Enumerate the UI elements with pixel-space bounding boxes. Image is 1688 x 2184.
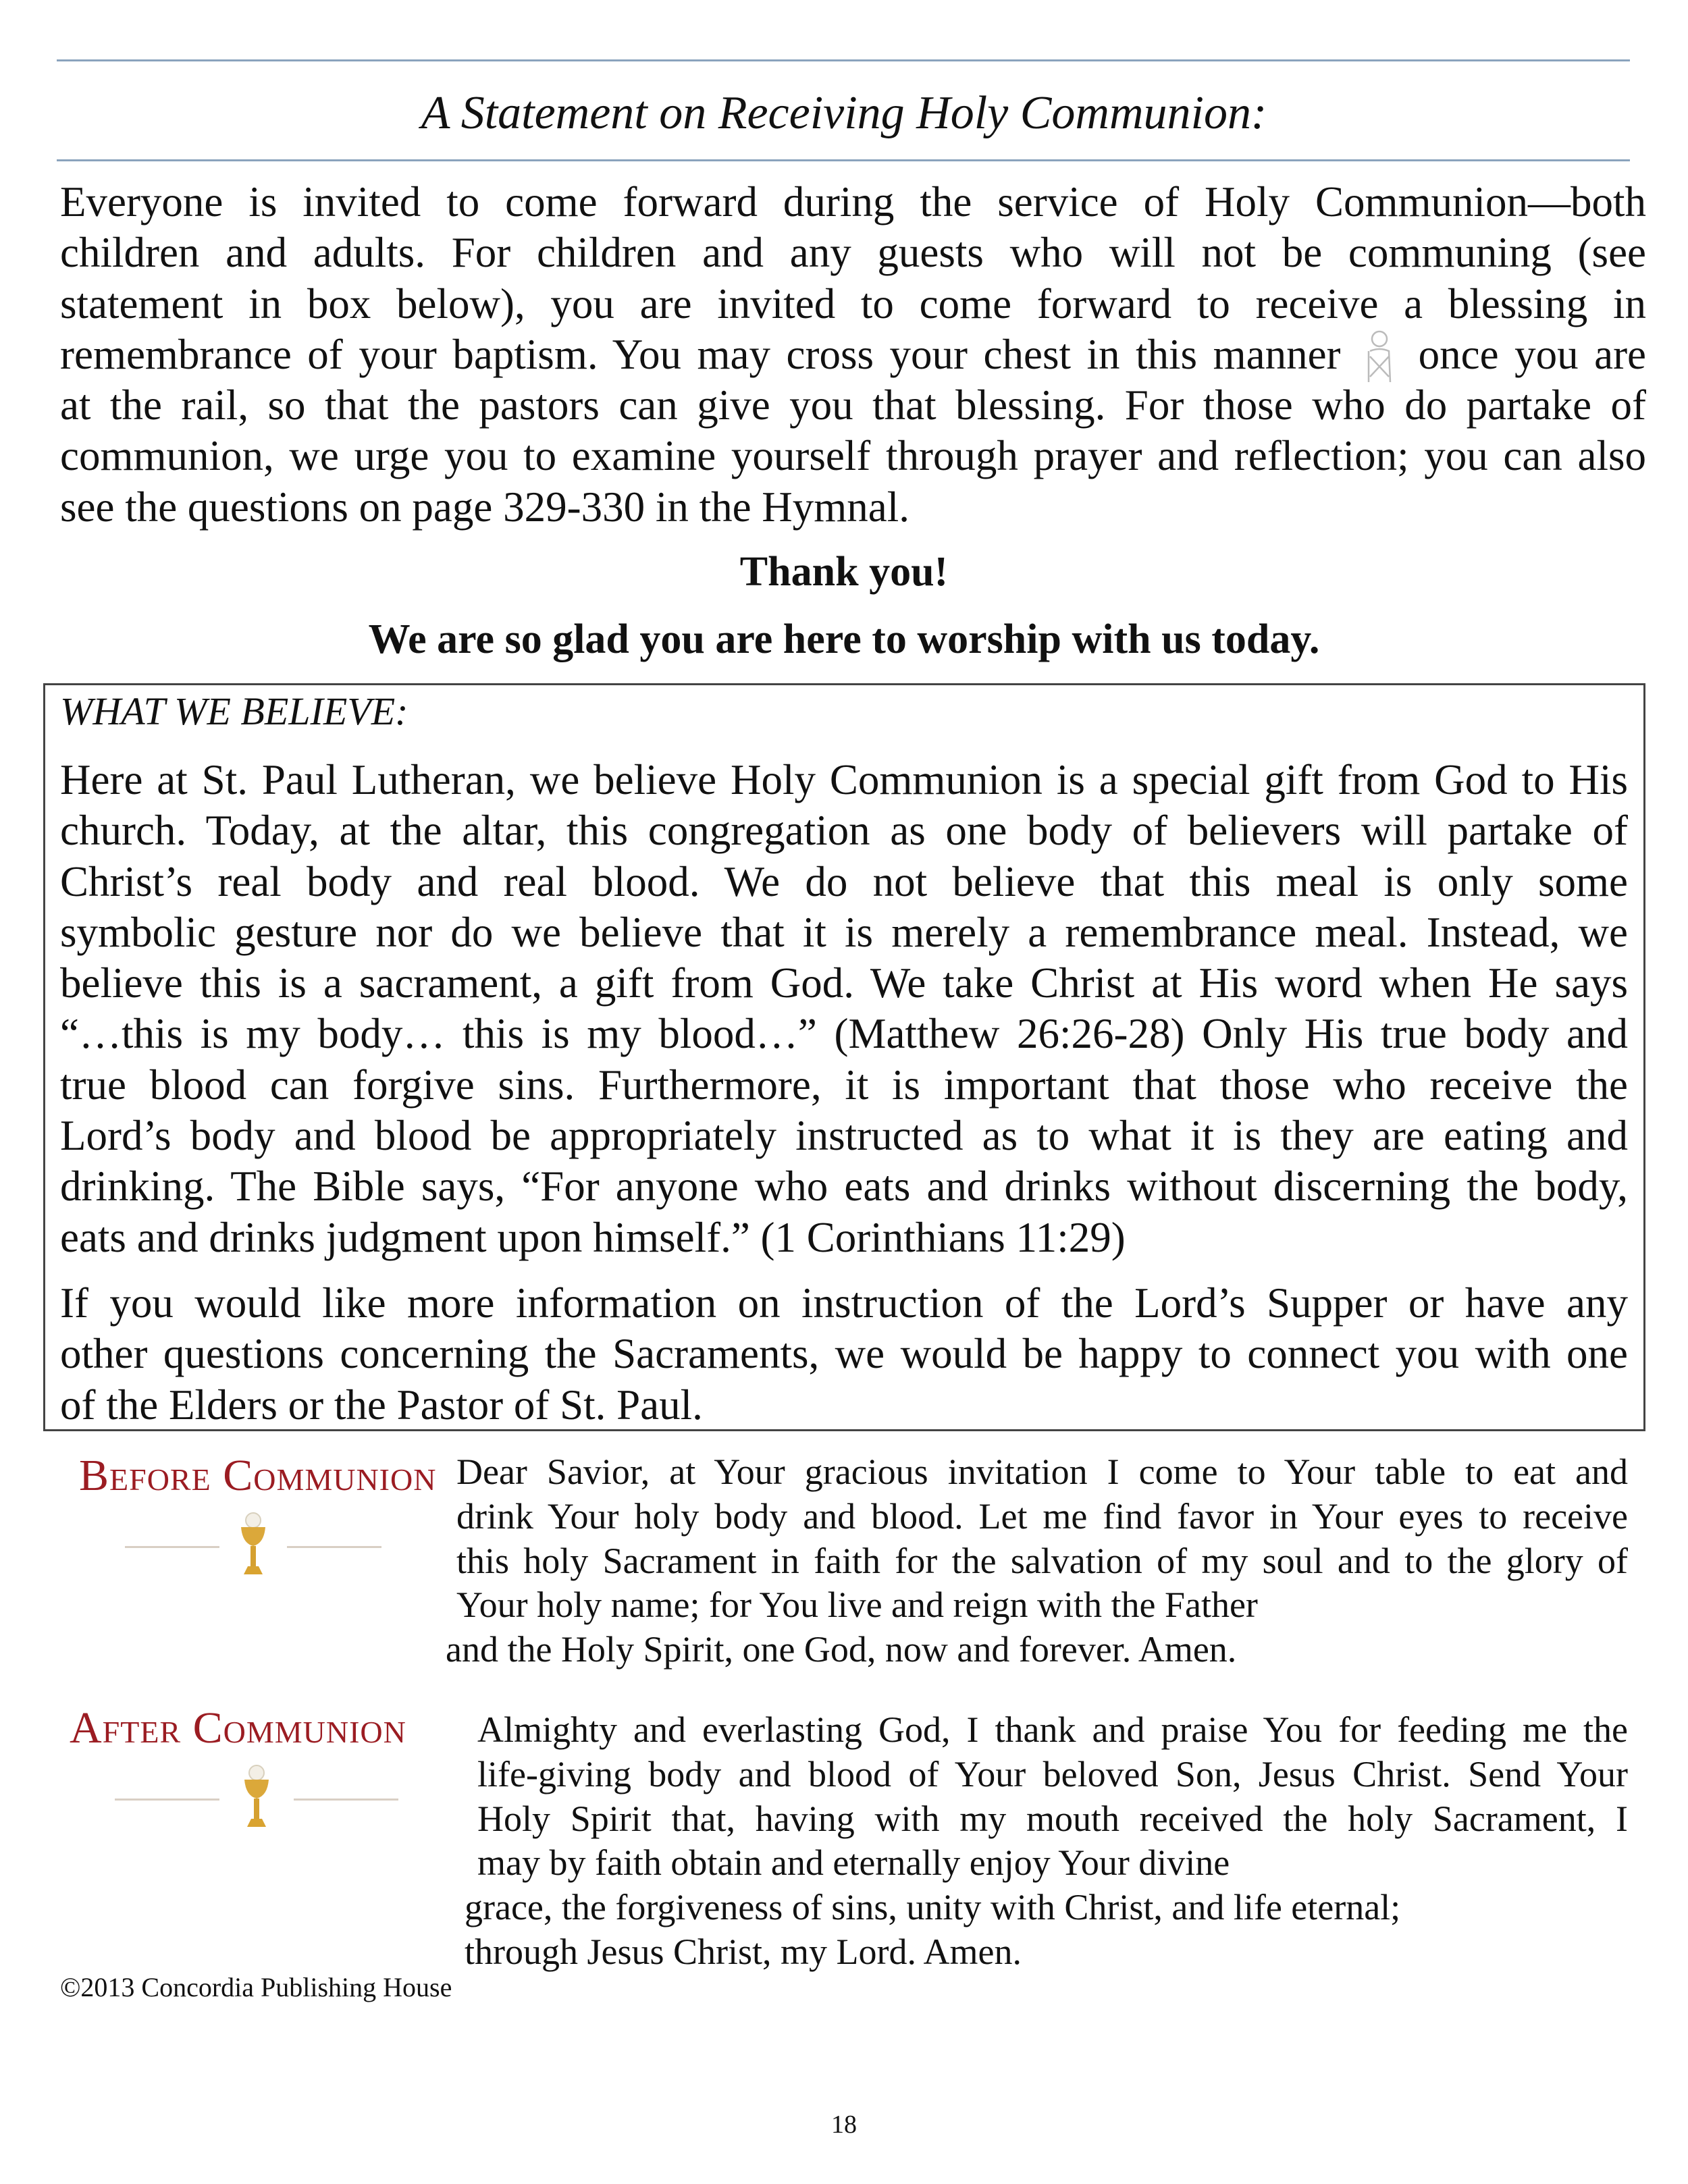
text-line: Holy Spirit that, having with my mouth received the holy Sacrament, I — [477, 1798, 1628, 1839]
text-line: Lord’s body and blood be appropriately instructed as to what it is they are eating and — [60, 1112, 1628, 1160]
text-line: this holy Sacrament in faith for the salvation of my soul and to the glory of — [456, 1540, 1628, 1581]
chalice-icon — [242, 1763, 271, 1831]
text-line: through Jesus Christ, my Lord. Amen. — [465, 1931, 1022, 1972]
before-communion-heading: Before Communion — [79, 1451, 437, 1500]
text-line — [60, 329, 1646, 380]
top-rule — [57, 59, 1630, 61]
text-line: and the Holy Spirit, one God, now and forever. Amen. — [446, 1629, 1237, 1670]
text-line: true blood can forgive sins. Furthermore, it is important that those who receive the — [60, 1061, 1628, 1109]
after-communion-prayer — [465, 1708, 1628, 1975]
chalice-icon — [238, 1511, 268, 1578]
text-line: drink Your holy body and blood. Let me find favor in Your eyes to receive — [456, 1495, 1628, 1537]
crossed-arms-icon — [1363, 329, 1396, 388]
copyright: ©2013 Concordia Publishing House — [60, 1972, 452, 2002]
text-line: life-giving body and blood of Your beloved Son, Jesus Christ. Send Your — [477, 1753, 1628, 1794]
chalice-divider — [125, 1511, 381, 1585]
title-underline — [57, 159, 1630, 161]
believe-paragraph-1 — [60, 755, 1628, 1263]
text-line: symbolic gesture nor do we believe that it is merely a remembrance meal. Instead, we — [60, 908, 1628, 956]
text-line: Everyone is invited to come forward during the service of Holy Communion—both — [60, 178, 1646, 225]
text-line: Dear Savior, at Your gracious invitation I come to Your table to eat and — [456, 1451, 1628, 1492]
text-line: communion, we urge you to examine yourself through prayer and reflection; you can also — [60, 432, 1646, 480]
text-segment: once you are — [1418, 330, 1647, 378]
text-segment: remembrance of your baptism. You may cross your chest in this manner — [60, 330, 1341, 378]
thank-you: Thank you! — [739, 549, 949, 595]
page-title: A Statement on Receiving Holy Communion: — [421, 87, 1267, 139]
text-line: of the Elders or the Pastor of St. Paul. — [60, 1381, 703, 1429]
after-communion-heading: After Communion — [70, 1703, 406, 1753]
text-line: grace, the forgiveness of sins, unity with Christ, and life eternal; — [465, 1887, 1401, 1928]
text-line: statement in box below), you are invited to come forward to receive a blessing in — [60, 279, 1646, 327]
page-number: 18 — [831, 2110, 857, 2139]
believe-paragraph-2 — [60, 1278, 1628, 1431]
text-line: children and adults. For children and any guests who will not be communing (see — [60, 229, 1646, 277]
before-communion-prayer — [446, 1450, 1628, 1672]
intro-paragraph — [60, 177, 1646, 533]
believe-heading: WHAT WE BELIEVE: — [60, 689, 408, 733]
text-line: eats and drinks judgment upon himself.” (1 Corinthians 11:29) — [60, 1213, 1126, 1261]
chalice-divider — [115, 1763, 398, 1838]
text-line: Christ’s real body and real blood. We do not believe that this meal is only some — [60, 857, 1628, 905]
text-line: Your holy name; for You live and reign with the Father — [456, 1584, 1258, 1626]
text-line: Here at St. Paul Lutheran, we believe Holy Communion is a special gift from God to His — [60, 756, 1628, 803]
text-line: at the rail, so that the pastors can give you that blessing. For those who do partake of — [60, 381, 1646, 429]
text-line: “…this is my body… this is my blood…” (Matthew 26:26-28) Only His true body and — [60, 1010, 1628, 1058]
text-line: believe this is a sacrament, a gift from God. We take Christ at His word when He says — [60, 959, 1628, 1007]
text-line: may by faith obtain and eternally enjoy Your divine — [477, 1842, 1230, 1884]
text-line: If you would like more information on instruction of the Lord’s Supper or have any — [60, 1279, 1628, 1327]
text-line: Almighty and everlasting God, I thank and praise You for feeding me the — [477, 1709, 1628, 1750]
text-line: other questions concerning the Sacraments, we would be happy to connect you with one — [60, 1330, 1628, 1378]
welcome-line: We are so glad you are here to worship with us today. — [368, 616, 1320, 662]
text-line: see the questions on page 329-330 in the Hymnal. — [60, 483, 910, 531]
text-line: drinking. The Bible says, “For anyone who eats and drinks without discerning the body, — [60, 1163, 1628, 1210]
text-line: church. Today, at the altar, this congregation as one body of believers will partake of — [60, 807, 1628, 855]
